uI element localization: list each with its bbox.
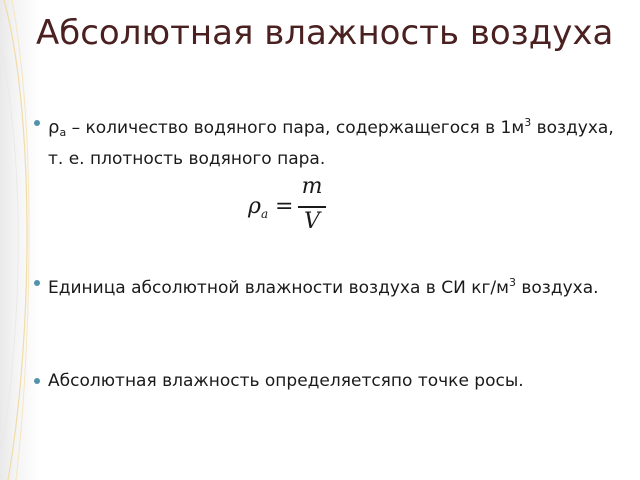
- bullet-text: [48, 110, 624, 172]
- rho-subscript: а: [59, 126, 67, 139]
- formula-numerator: m: [301, 174, 323, 199]
- side-decoration: [0, 0, 40, 480]
- fraction-bar: [298, 206, 326, 208]
- formula-rho: ρ: [248, 194, 261, 219]
- si-unit-text-part2: воздуха.: [515, 278, 599, 298]
- si-unit-text-part1: Единица абсолютной влажности воздуха в СИ кг/м: [48, 278, 509, 298]
- formula-equals: =: [275, 194, 294, 219]
- bullet-dot-icon: [34, 378, 40, 384]
- density-formula: [248, 174, 338, 242]
- cube-superscript: 3: [524, 116, 532, 129]
- bullet-item-definition: [34, 110, 624, 172]
- rho-symbol: ρ: [48, 117, 60, 138]
- dew-point-text: Абсолютная влажность определяетсяпо точке росы.: [48, 371, 524, 391]
- definition-text-part1: – количество водяного пара, содержащегося в 1м: [66, 118, 525, 138]
- formula-denominator: V: [304, 209, 320, 234]
- formula-subscript: a: [260, 207, 269, 221]
- bullet-item-si-unit: [34, 270, 624, 301]
- cube-superscript: 3: [508, 276, 516, 289]
- slide-title: Абсолютная влажность воздуха: [36, 13, 614, 53]
- bullet-dot-icon: [34, 280, 40, 286]
- bullet-item-dew-point: [34, 368, 624, 394]
- formula-lhs: [248, 194, 268, 221]
- bullet-dot-icon: [34, 120, 40, 126]
- bullet-text: [48, 270, 624, 301]
- definition-text-part2: воздуха, т. е. плотность водяного пара.: [48, 118, 614, 169]
